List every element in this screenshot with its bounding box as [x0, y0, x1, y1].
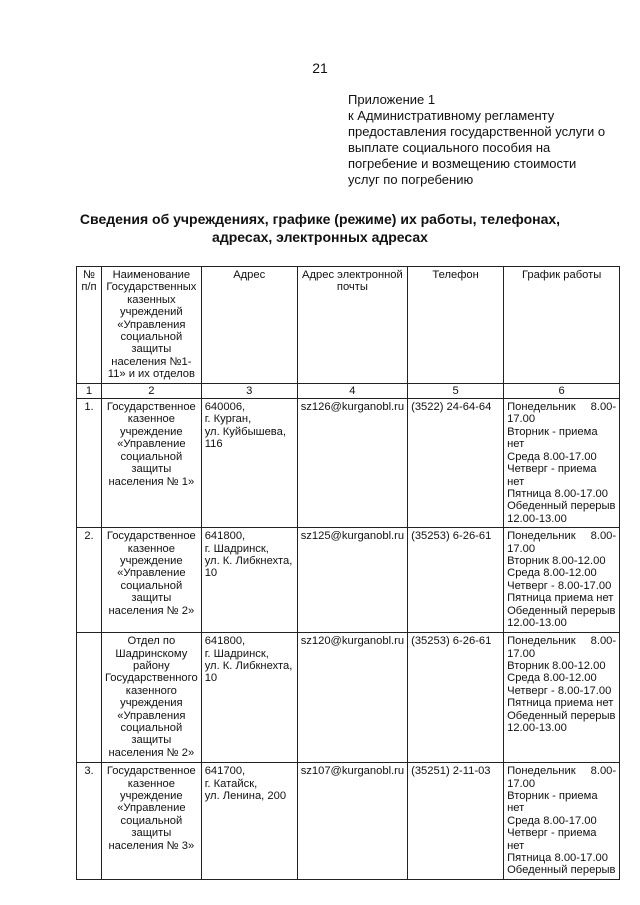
schedule-time: 8.00- [590, 401, 617, 414]
row-number: 3. [77, 763, 102, 880]
column-number: 6 [504, 383, 620, 398]
table-row [77, 528, 620, 633]
column-number: 5 [408, 383, 504, 398]
schedule-day: Понедельник [507, 765, 576, 778]
schedule-line: Четверг - 8.00-17.00 [507, 684, 612, 697]
institution-schedule [504, 399, 620, 528]
schedule-line: Вторник - приема нет [507, 789, 598, 815]
schedule-first-line [507, 635, 616, 647]
schedule-line: Обеденный перерыв [507, 709, 616, 722]
schedule-line: Четверг - приема нет [507, 827, 597, 852]
schedule-first-line [507, 765, 616, 777]
address-line: 10 [204, 567, 218, 580]
title-line-1: Сведения об учреждениях, графике (режиме) их работы, телефонах, [79, 211, 561, 227]
schedule-line: Обеденный перерыв [507, 500, 616, 513]
appendix-line: к Административному регламенту [348, 108, 555, 123]
address-line: 641800, [204, 635, 246, 648]
address-line: ул. Куйбышева, [204, 425, 286, 438]
institution-name: Государственное казенное учреждение «Управление социальной защиты населения № 2» [102, 528, 202, 633]
institution-email[interactable]: sz107@kurganobl.ru [297, 763, 407, 880]
schedule-line: Вторник - приема нет [507, 425, 598, 451]
institutions-table [76, 266, 620, 880]
column-number-row [77, 383, 620, 398]
schedule-line: Обеденный перерыв [507, 864, 616, 877]
address-line: ул. К. Либкнехта, [204, 659, 293, 672]
schedule-line: 17.00 [507, 413, 536, 426]
address-line: г. Шадринск, [204, 542, 269, 555]
institution-phone: (35253) 6-26-61 [408, 633, 504, 763]
title-line-2: адресах, электронных адресах [212, 229, 428, 245]
schedule-first-line [507, 530, 616, 542]
row-number: 2. [77, 528, 102, 633]
schedule-line: 12.00-13.00 [507, 721, 567, 734]
schedule-time: 8.00- [590, 530, 617, 543]
schedule-line: 12.00-13.00 [507, 512, 567, 525]
institution-phone: (35251) 2-11-03 [408, 763, 504, 880]
schedule-line: 17.00 [507, 647, 536, 660]
address-line: 641700, [204, 765, 246, 778]
row-number: 1. [77, 399, 102, 528]
schedule-line: Пятница 8.00-17.00 [507, 851, 608, 864]
header-name: Наименование Государственных казенных учреждений «Управления социальной защиты населения №1-11» и их отделов [102, 267, 202, 384]
schedule-day: Понедельник [507, 635, 576, 648]
schedule-time: 8.00- [590, 635, 617, 648]
row-number [77, 633, 102, 763]
institution-email[interactable]: sz126@kurganobl.ru [297, 399, 407, 528]
header-address: Адрес [201, 267, 297, 384]
schedule-line: 17.00 [507, 777, 536, 790]
appendix-line: услуг по погребению [348, 172, 474, 187]
address-line: 640006, [204, 401, 246, 414]
schedule-line: Обеденный перерыв [507, 604, 616, 617]
appendix-line: предоставления государственной услуги о [348, 124, 606, 139]
institution-address [201, 763, 297, 880]
address-line: ул. Ленина, 200 [204, 789, 287, 802]
column-number: 3 [201, 383, 297, 398]
column-number: 1 [77, 383, 102, 398]
table-row [77, 399, 620, 528]
institution-address [201, 633, 297, 763]
institution-email[interactable]: sz120@kurganobl.ru [297, 633, 407, 763]
institution-schedule [504, 633, 620, 763]
institution-phone: (35253) 6-26-61 [408, 528, 504, 633]
table-header-row [77, 267, 620, 384]
header-phone: Телефон [408, 267, 504, 384]
appendix-line: выплате социального пособия на [348, 140, 551, 155]
schedule-line: Среда 8.00-17.00 [507, 450, 597, 463]
header-email: Адрес электронной почты [297, 267, 407, 384]
page-number: 21 [312, 60, 328, 76]
schedule-line: Пятница приема нет [507, 592, 614, 605]
schedule-line: Среда 8.00-12.00 [507, 567, 597, 580]
appendix-line: погребение и возмещению стоимости [348, 156, 577, 171]
schedule-line: Среда 8.00-12.00 [507, 672, 597, 685]
institution-phone: (3522) 24-64-64 [408, 399, 504, 528]
address-line: г. Шадринск, [204, 647, 269, 660]
schedule-line: Пятница приема нет [507, 697, 614, 710]
table-row [77, 763, 620, 880]
column-number: 2 [102, 383, 202, 398]
schedule-line: 17.00 [507, 542, 536, 555]
address-line: г. Курган, [204, 413, 252, 426]
schedule-line: Четверг - приема нет [507, 463, 597, 488]
schedule-first-line [507, 401, 616, 413]
appendix-line: Приложение 1 [348, 92, 436, 107]
address-line: 641800, [204, 530, 246, 543]
schedule-day: Понедельник [507, 530, 576, 543]
schedule-line: Вторник 8.00-12.00 [507, 554, 606, 567]
institution-email[interactable]: sz125@kurganobl.ru [297, 528, 407, 633]
address-line: 116 [204, 438, 223, 451]
schedule-time: 8.00- [590, 765, 617, 778]
schedule-day: Понедельник [507, 401, 576, 414]
schedule-line: Вторник 8.00-12.00 [507, 659, 606, 672]
address-line: ул. К. Либкнехта, [204, 554, 293, 567]
institution-schedule [504, 528, 620, 633]
schedule-line: Четверг - 8.00-17.00 [507, 579, 612, 592]
header-schedule: График работы [504, 267, 620, 384]
document-title [60, 210, 580, 246]
institution-name: Государственное казенное учреждение «Управление социальной защиты населения № 1» [102, 399, 202, 528]
institution-schedule [504, 763, 620, 880]
address-line: 10 [204, 672, 218, 685]
table-row [77, 633, 620, 763]
institution-address [201, 528, 297, 633]
address-line: г. Катайск, [204, 777, 258, 790]
column-number: 4 [297, 383, 407, 398]
schedule-line: 12.00-13.00 [507, 616, 567, 629]
appendix-header [348, 92, 618, 188]
schedule-line: Пятница 8.00-17.00 [507, 487, 608, 500]
header-num: № п/п [77, 267, 102, 384]
institution-name: Государственное казенное учреждение «Управление социальной защиты населения № 3» [102, 763, 202, 880]
schedule-line: Среда 8.00-17.00 [507, 814, 597, 827]
institution-name: Отдел по Шадринскому району Государственного казенного учреждения «Управления социальной защиты населения № 2» [102, 633, 202, 763]
institution-address [201, 399, 297, 528]
